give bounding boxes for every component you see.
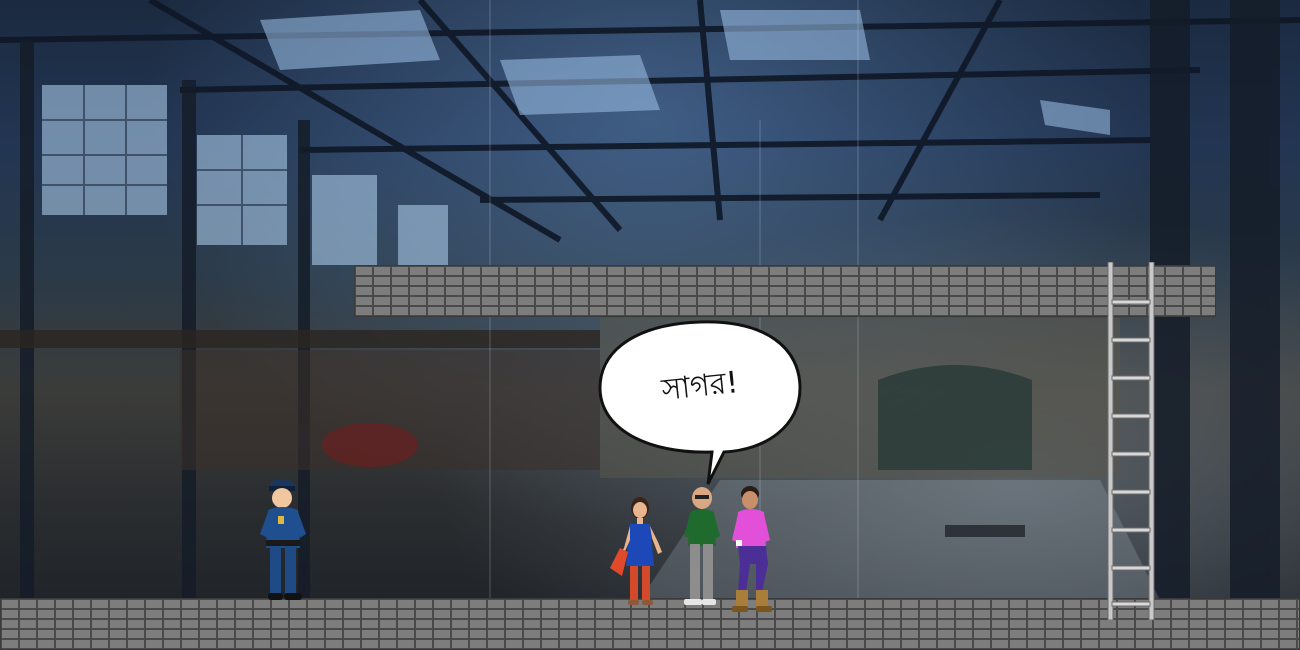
speech-text: সাগর! <box>659 365 740 408</box>
woman-in-blue[interactable] <box>608 496 668 610</box>
upper-brick-platform <box>354 265 1216 317</box>
man-in-pink[interactable] <box>728 484 778 616</box>
police-officer[interactable] <box>256 476 312 604</box>
ladder[interactable] <box>1104 262 1158 620</box>
bald-man[interactable] <box>680 484 724 608</box>
